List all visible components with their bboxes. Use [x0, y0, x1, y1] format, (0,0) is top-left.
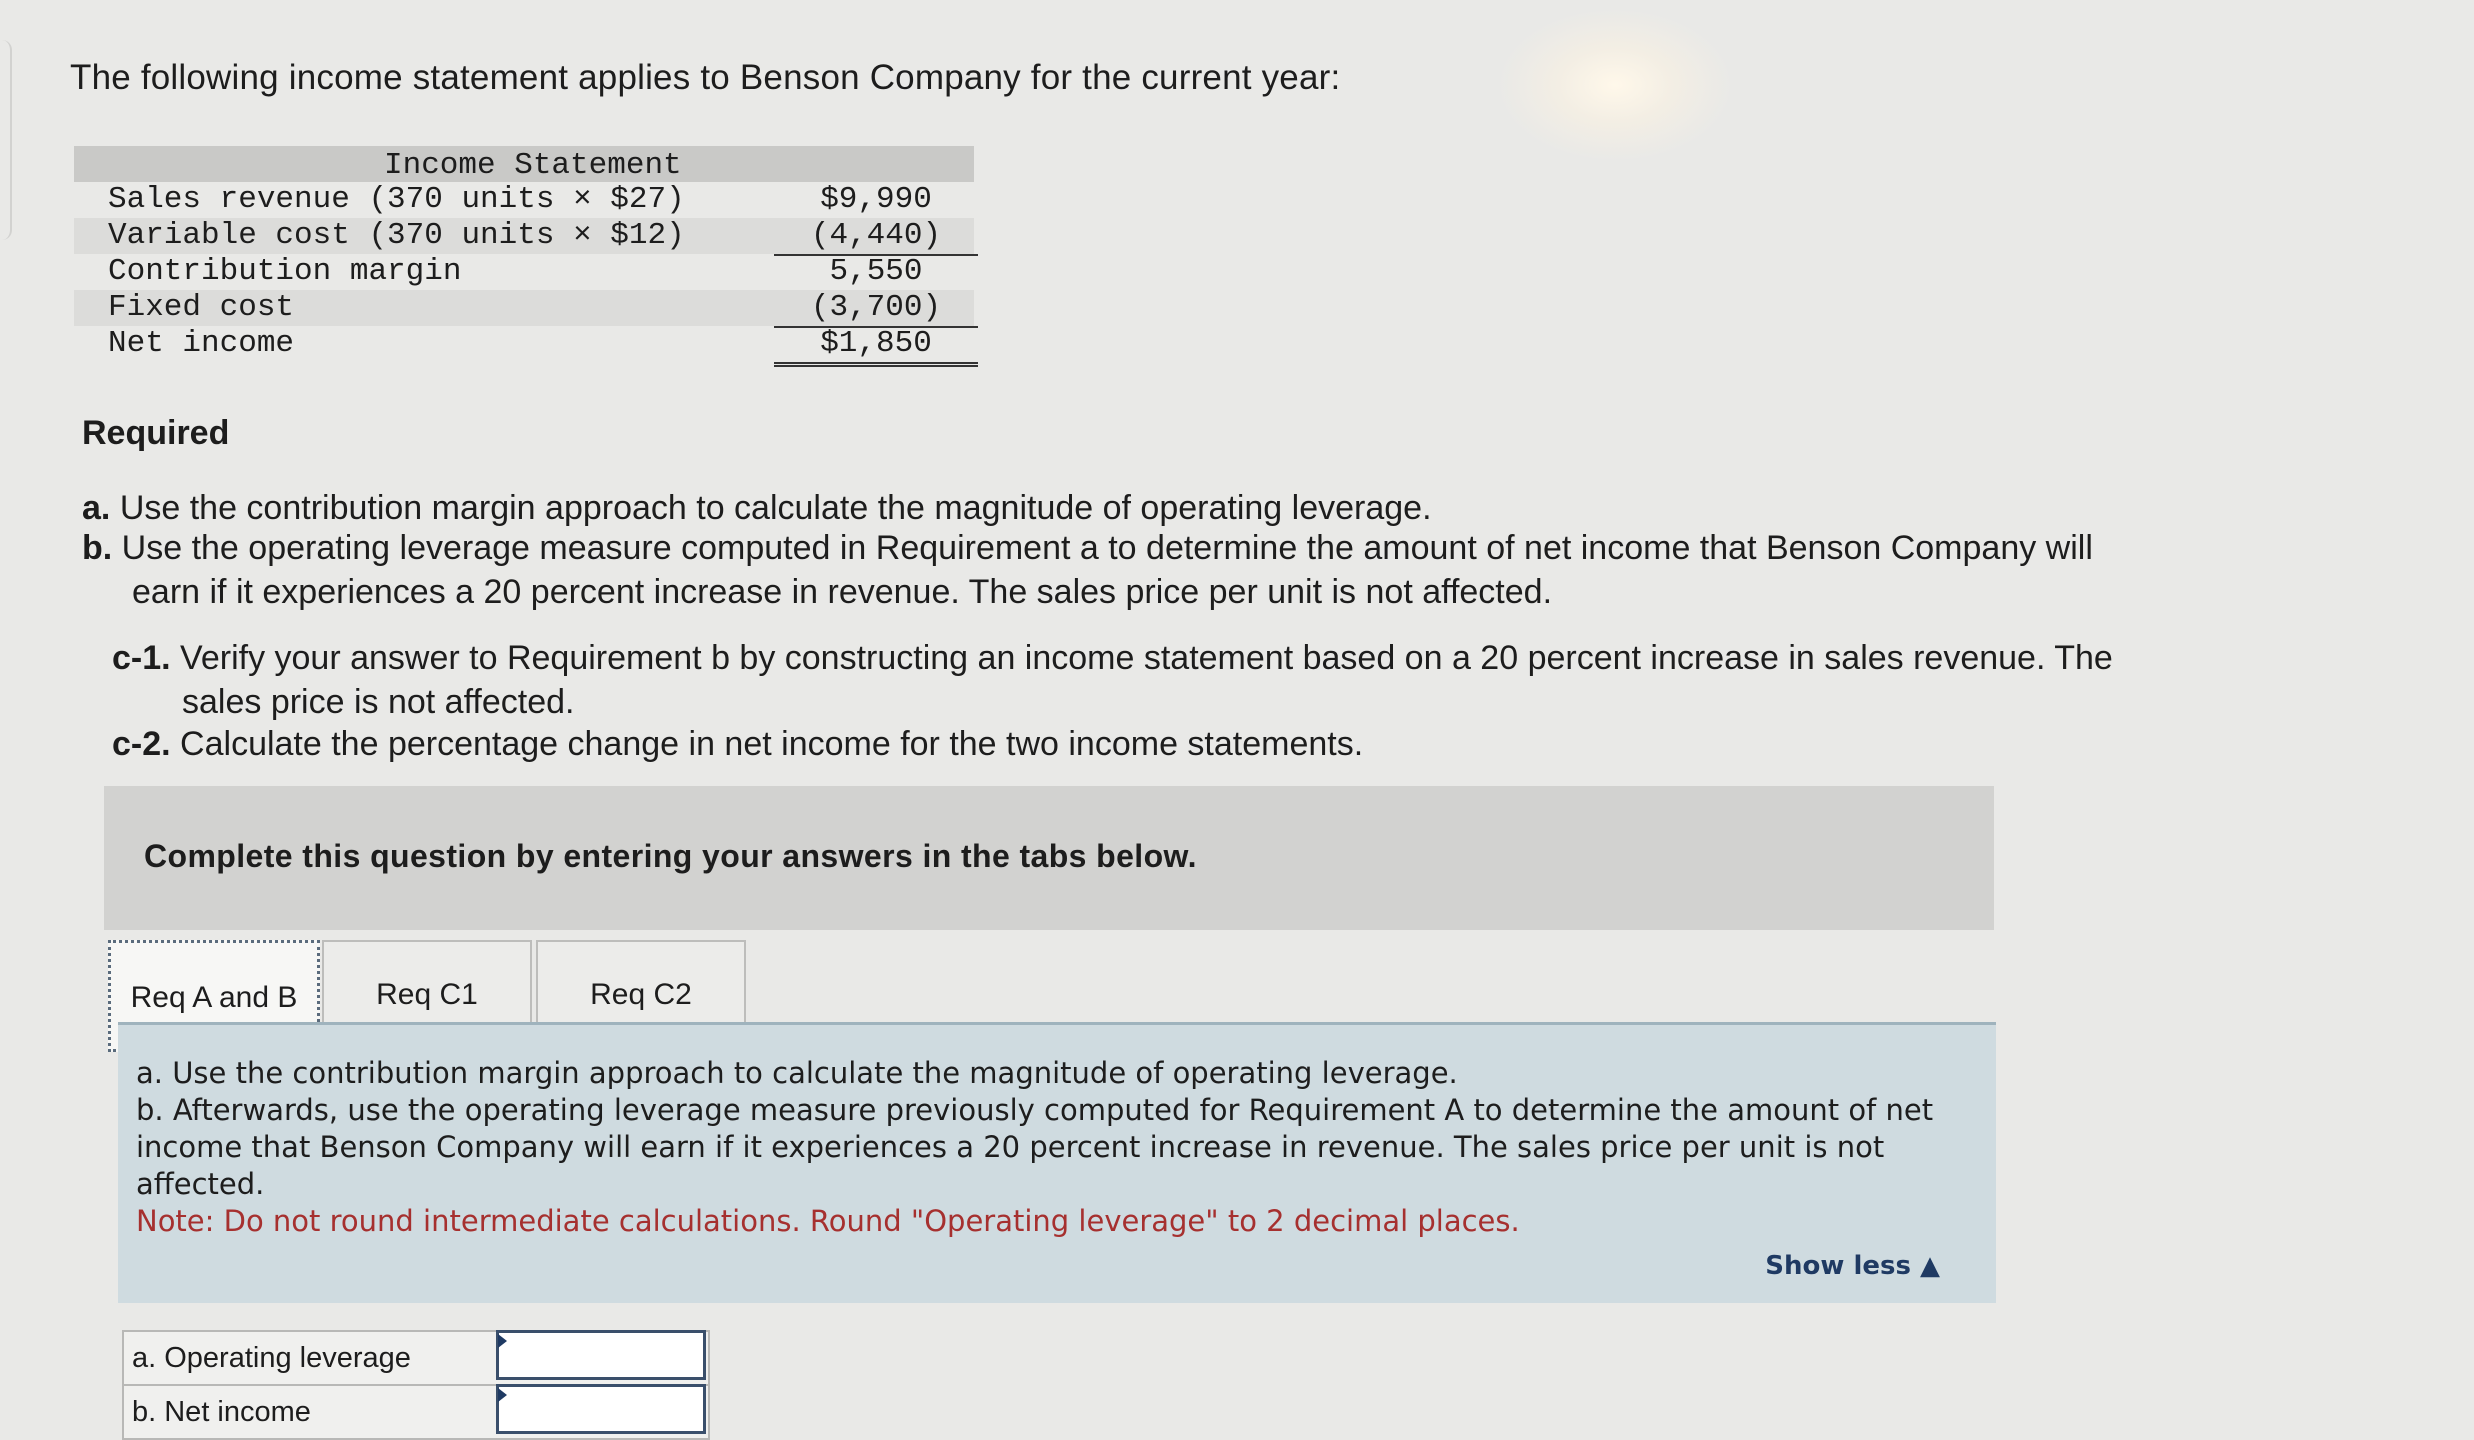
req-text: Verify your answer to Requirement b by constructing an income statement based on a 20 percent increase in sales revenue. The: [180, 639, 2113, 677]
panel-line-b: b. Afterwards, use the operating leverage measure previously computed for Requirement A to determine the amount of net income that Benson Company will earn if it experiences a 20 percent increase in revenue. The sales price per unit is not affected.: [136, 1093, 1934, 1201]
panel-instructions: [136, 1055, 1966, 1240]
answer-label: a. Operating leverage: [132, 1342, 411, 1374]
input-marker-icon: [498, 1388, 507, 1402]
statement-row-sales: [74, 182, 974, 218]
input-marker-icon: [498, 1334, 507, 1348]
row-label: Net income: [108, 326, 295, 361]
operating-leverage-input[interactable]: [496, 1330, 706, 1380]
req-text: Calculate the percentage change in net income for the two income statements.: [180, 725, 1364, 763]
tab-req-c1[interactable]: Req C1: [322, 940, 532, 1046]
answer-table: [122, 1330, 710, 1440]
panel-note: Note: Do not round intermediate calculations. Round "Operating leverage" to 2 decimal places.: [136, 1204, 1520, 1238]
row-value: 5,550: [829, 254, 923, 289]
req-prefix: c-1.: [112, 639, 171, 677]
requirement-a: [82, 486, 1432, 530]
income-statement-title: Income Statement: [74, 146, 974, 182]
statement-row-net-income: [74, 326, 974, 362]
row-label: Sales revenue (370 units × $27): [108, 182, 685, 217]
tab-req-a-and-b[interactable]: Req A and B: [108, 940, 320, 1052]
statement-row-contribution-margin: [74, 254, 974, 290]
requirement-c1: [112, 636, 2212, 724]
req-text-continued: earn if it experiences a 20 percent increase in revenue. The sales price per unit is not affected.: [132, 573, 1553, 611]
answer-row-operating-leverage: [122, 1330, 710, 1386]
row-label: Fixed cost: [108, 290, 295, 325]
row-label: Contribution margin: [108, 254, 462, 289]
req-text: Use the contribution margin approach to calculate the magnitude of operating leverage.: [119, 489, 1432, 527]
row-value: $1,850: [774, 326, 978, 367]
intro-text: The following income statement applies to Benson Company for the current year:: [70, 58, 1341, 97]
tab-req-c2[interactable]: Req C2: [536, 940, 746, 1046]
requirement-c2: [112, 722, 1363, 766]
window-edge: [0, 40, 12, 240]
required-heading: Required: [82, 414, 230, 452]
income-statement-table: [74, 146, 974, 362]
show-less-link[interactable]: Show less ▲: [1765, 1251, 1940, 1281]
req-prefix: a.: [82, 489, 111, 527]
net-income-input[interactable]: [496, 1384, 706, 1434]
req-text-continued: sales price is not affected.: [182, 683, 575, 721]
statement-row-fixed-cost: [74, 290, 974, 326]
row-label: Variable cost (370 units × $12): [108, 218, 685, 253]
requirement-b: [82, 526, 2202, 614]
statement-row-variable-cost: [74, 218, 974, 254]
answer-label: b. Net income: [132, 1396, 311, 1428]
row-value: (4,440): [774, 218, 978, 256]
req-text: Use the operating leverage measure computed in Requirement a to determine the amount of net income that Benson Company will: [121, 529, 2093, 567]
row-value: (3,700): [774, 290, 978, 328]
tab-panel: [118, 1022, 1996, 1303]
instructions-banner: [104, 786, 1994, 930]
req-prefix: c-2.: [112, 725, 171, 763]
panel-line-a: a. Use the contribution margin approach to calculate the magnitude of operating leverage.: [136, 1056, 1458, 1090]
camera-glare: [1500, 10, 1730, 160]
req-prefix: b.: [82, 529, 113, 567]
instructions-text: Complete this question by entering your answers in the tabs below.: [144, 838, 1197, 874]
row-value: $9,990: [820, 182, 932, 217]
